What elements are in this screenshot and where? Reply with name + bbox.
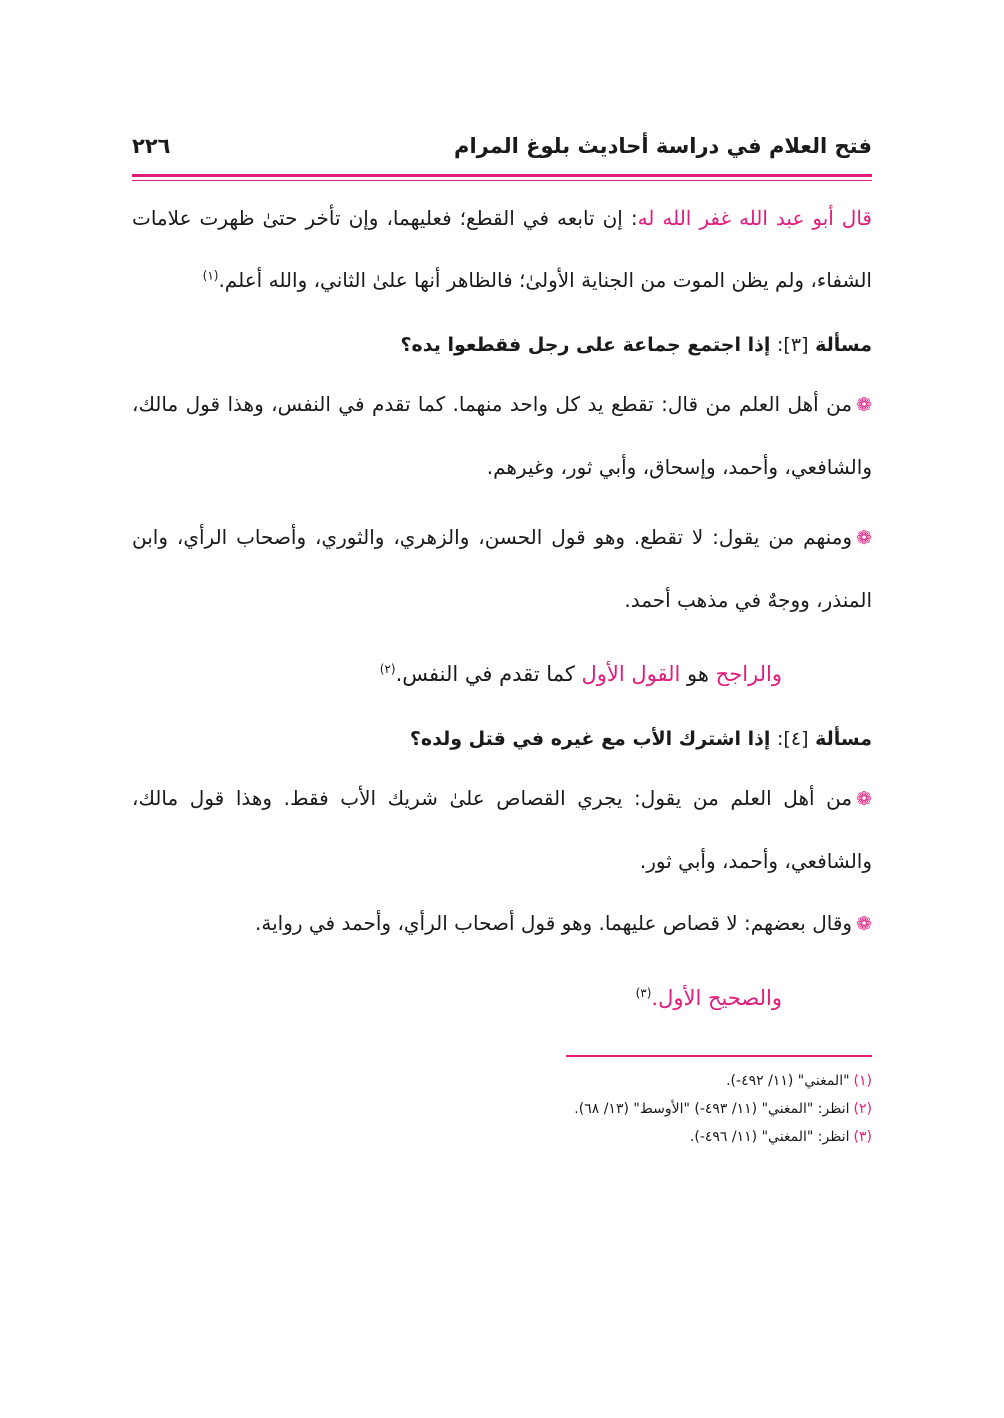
footnote-ref-2[interactable]: (٢) <box>379 662 396 676</box>
issue-4-heading <box>132 719 872 759</box>
footnote-number: (٣) <box>853 1129 872 1145</box>
issue-4-label: مسألة <box>815 728 872 750</box>
conclusion-preferred-label: والراجح <box>715 662 782 686</box>
issue-3-opinion-1-text: من أهل العلم من قال: تقطع يد كل واحد منهما. كما تقدم في النفس، وهذا قول مالك، والشافعي، وأحمد، وإسحاق، وأبي ثور، وغيرهم. <box>132 392 872 479</box>
issue-4-conclusion <box>132 967 872 1029</box>
footnote-separator <box>566 1055 872 1057</box>
footnote-item <box>132 1123 872 1151</box>
conclusion-connector: هو <box>680 662 716 686</box>
issue-3-label: مسألة <box>815 334 872 356</box>
issue-4-opinion-2 <box>132 892 872 955</box>
footnote-text: انظر: "المغني" (١١/ ٤٩٦-). <box>689 1129 850 1145</box>
author-note-label: قال أبو عبد الله غفر الله له <box>637 206 872 230</box>
conclusion-tail: كما تقدم في النفس. <box>395 662 582 686</box>
issue-3-opinion-1 <box>132 373 872 498</box>
issue-3-number: [٣]: <box>777 334 809 356</box>
footnote-item <box>132 1067 872 1095</box>
issue-4-opinion-1 <box>132 767 872 892</box>
book-title: فتح العلام في دراسة أحاديث بلوغ المرام <box>454 134 872 158</box>
running-header <box>132 120 872 172</box>
issue-3-question: إذا اجتمع جماعة على رجل فقطعوا يده؟ <box>400 334 771 356</box>
footnote-item <box>132 1095 872 1123</box>
intro-text: : إن تابعه في القطع؛ فعليهما، وإن تأخر حتىٰ ظهرت علامات الشفاء، ولم يظن الموت من الجناية الأولىٰ؛ فالظاهر أنها علىٰ الثاني، والله أعلم. <box>132 206 872 292</box>
issue-3-opinion-2 <box>132 506 872 631</box>
issue-4-question: إذا اشترك الأب مع غيره في قتل ولده؟ <box>409 728 771 750</box>
page-number: ٢٢٦ <box>132 134 171 158</box>
flower-icon: ❁ <box>856 527 872 549</box>
conclusion-correct-label: والصحيح الأول. <box>651 986 782 1010</box>
issue-4-number: [٤]: <box>777 728 809 750</box>
flower-icon: ❁ <box>856 394 872 416</box>
footnote-ref-1[interactable]: (١) <box>202 268 219 283</box>
issue-3-conclusion <box>132 643 872 705</box>
issue-3-opinion-2-text: ومنهم من يقول: لا تقطع. وهو قول الحسن، والزهري، والثوري، وأصحاب الرأي، وابن المنذر، ووجهٌ في مذهب أحمد. <box>132 525 872 612</box>
intro-paragraph <box>132 187 872 311</box>
header-rule-thin <box>132 180 872 181</box>
footnote-text: انظر: "المغني" (١١/ ٤٩٣-) "الأوسط" (١٣/ ٦٨). <box>574 1101 850 1117</box>
issue-4-opinion-1-text: من أهل العلم من يقول: يجري القصاص علىٰ شريك الأب فقط. وهذا قول مالك، والشافعي، وأحمد، وأبي ثور. <box>132 786 872 873</box>
footnotes <box>132 1067 872 1151</box>
footnote-ref-3[interactable]: (٣) <box>635 986 652 1000</box>
footnote-number: (١) <box>853 1073 872 1089</box>
flower-icon: ❁ <box>856 913 872 935</box>
issue-4-opinion-2-text: وقال بعضهم: لا قصاص عليهما. وهو قول أصحاب الرأي، وأحمد في رواية. <box>254 911 853 935</box>
flower-icon: ❁ <box>856 788 872 810</box>
footnote-text: "المغني" (١١/ ٤٩٢-). <box>726 1073 850 1089</box>
book-page <box>132 120 872 1151</box>
footnote-number: (٢) <box>853 1101 872 1117</box>
header-rule-thick <box>132 174 872 177</box>
conclusion-first-opinion-label: القول الأول <box>581 662 681 686</box>
issue-3-heading <box>132 325 872 365</box>
